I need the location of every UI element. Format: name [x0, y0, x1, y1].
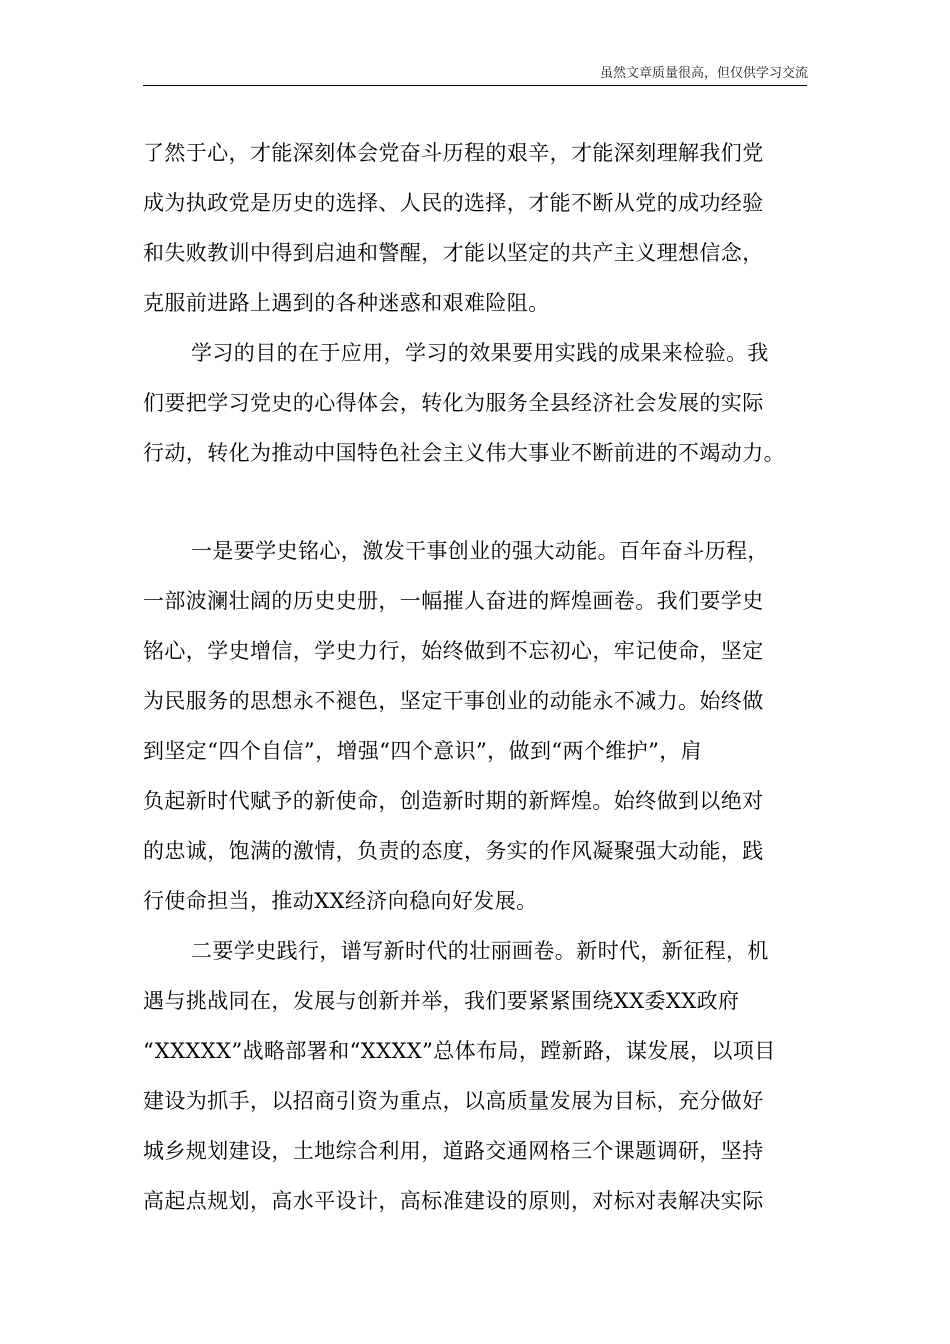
text-line: 一部波澜壮阔的历史史册，一幅摧人奋进的辉煌画卷。我们要学史 [143, 589, 764, 613]
text-line: 克服前进路上遇到的各种迷惑和艰难险阻。 [143, 291, 550, 315]
text-line: 了然于心，才能深刻体会党奋斗历程的艰辛，才能深刻理解我们党 [143, 141, 764, 165]
text-line: 遇与挑战同在，发展与创新并举，我们要紧紧围绕XX委XX政府 [143, 989, 740, 1013]
text-line: 们要把学习党史的心得体会，转化为服务全县经济社会发展的实际 [143, 391, 764, 415]
text-line: 行使命担当，推动XX经济向稳向好发展。 [143, 889, 538, 913]
paragraph-point-one [143, 526, 809, 926]
text-line: 的忠诚，饱满的激情，负责的态度，务实的作风凝聚强大动能，践 [143, 839, 764, 863]
text-line: 到坚定“四个自信”，增强“四个意识”，做到“两个维护”，肩 [143, 739, 703, 763]
text-line: 为民服务的思想永不褪色，坚定干事创业的动能永不减力。始终做 [143, 689, 764, 713]
text-line: 一是要学史铭心，激发干事创业的强大动能。百年奋斗历程， [191, 539, 769, 563]
text-line: 负起新时代赋予的新使命，创造新时期的新辉煌。始终做到以绝对 [143, 789, 764, 813]
paragraph-continuation [143, 128, 809, 328]
text-line: 学习的目的在于应用，学习的效果要用实践的成果来检验。我 [191, 341, 769, 365]
text-line: 二要学史践行，谱写新时代的壮丽画卷。新时代，新征程，机 [191, 939, 769, 963]
page-header-text: 虽然文章质量很高，但仅供学习交流 [599, 66, 808, 81]
text-line: 行动，转化为推动中国特色社会主义伟大事业不断前进的不竭动力。 [143, 441, 785, 465]
text-line: 高起点规划，高水平设计，高标准建设的原则，对标对表解决实际 [143, 1189, 764, 1213]
text-line: “XXXXX”战略部署和“XXXX”总体布局，蹚新路，谋发展，以项目 [143, 1039, 776, 1063]
document-body [143, 128, 809, 1226]
header-divider [143, 85, 807, 86]
text-line: 铭心，学史增信，学史力行，始终做到不忘初心，牢记使命，坚定 [143, 639, 764, 663]
text-line: 建设为抓手，以招商引资为重点，以高质量发展为目标，充分做好 [143, 1089, 764, 1113]
paragraph-study-purpose [143, 328, 809, 478]
text-line: 城乡规划建设，土地综合利用，道路交通网格三个课题调研，坚持 [143, 1139, 764, 1163]
paragraph-point-two [143, 926, 809, 1226]
paragraph-gap [143, 478, 809, 526]
text-line: 和失败教训中得到启迪和警醒，才能以坚定的共产主义理想信念， [143, 241, 764, 265]
text-line: 成为执政党是历史的选择、人民的选择，才能不断从党的成功经验 [143, 191, 764, 215]
